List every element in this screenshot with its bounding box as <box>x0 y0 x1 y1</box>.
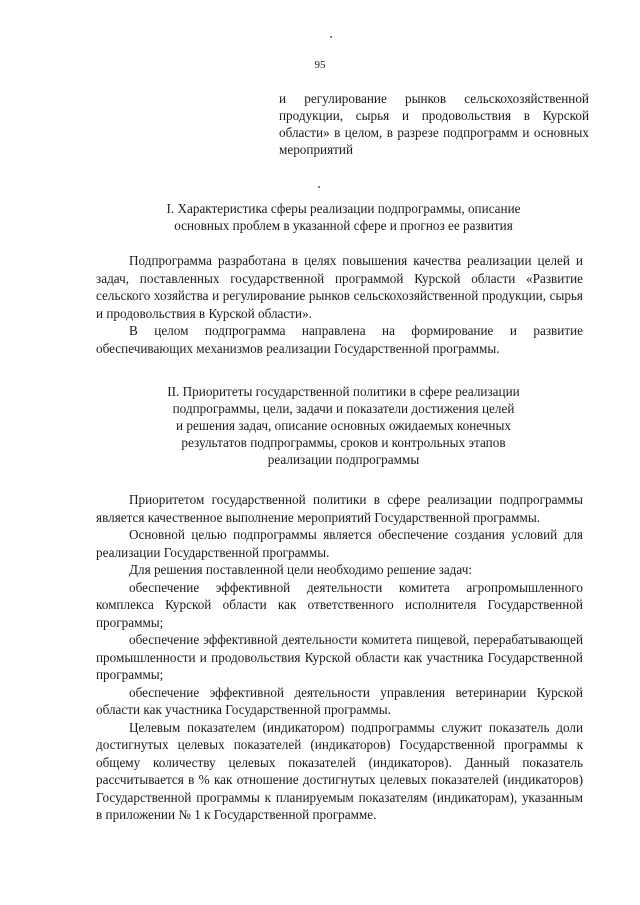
paragraph: обеспечение эффективной деятельности комитета пищевой, перерабатывающей промышленности и продовольствия Курской области как участника Государственной программы; <box>96 632 583 682</box>
heading-line: основных проблем в указанной сфере и прогноз ее развития <box>174 218 513 233</box>
heading-line: и решения задач, описание основных ожидаемых конечных <box>176 418 511 433</box>
scan-speck <box>330 36 332 38</box>
section-2-body <box>96 491 583 824</box>
scan-speck <box>318 186 320 188</box>
paragraph: Для решения поставленной цели необходимо решение задач: <box>129 562 473 577</box>
paragraph: Основной целью подпрограммы является обеспечение создания условий для реализации Государственной программы. <box>96 527 583 560</box>
heading-line: I. Характеристика сферы реализации подпрограммы, описание <box>166 201 521 216</box>
heading-line: подпрограммы, цели, задачи и показатели достижения целей <box>172 401 515 416</box>
page-number: 95 <box>314 59 326 71</box>
paragraph: обеспечение эффективной деятельности комитета агропромышленного комплекса Курской области как ответственного исполнителя Государственной программы; <box>96 579 583 630</box>
paragraph: Приоритетом государственной политики в сфере реализации подпрограммы является качественное выполнение мероприятий Государственной программы. <box>96 492 583 525</box>
header-block <box>279 90 589 158</box>
heading-line: реализации подпрограммы <box>267 452 420 467</box>
paragraph: обеспечение эффективной деятельности управления ветеринарии Курской области как участника Государственной программы. <box>96 684 583 717</box>
heading-line: результатов подпрограммы, сроков и контрольных этапов <box>181 435 506 450</box>
paragraph: В целом подпрограмма направлена на формирование и развитие обеспечивающих механизмов реализации Государственной программы. <box>96 323 583 356</box>
section-2-heading <box>96 383 591 468</box>
section-1-heading <box>96 200 591 234</box>
header-text: и регулирование рынков сельскохозяйственной продукции, сырья и продовольствия в Курской области» в целом, в разрезе подпрограмм и основных мероприятий <box>279 91 589 157</box>
paragraph: Подпрограмма разработана в целях повышения качества реализации целей и задач, поставленных государственной программой Курской области «Развитие сельского хозяйства и регулирование рынков сельскохозяйственной продукции, сырья и продовольствия в Курской области». <box>96 253 583 321</box>
paragraph: Целевым показателем (индикатором) подпрограммы служит показатель доли достигнутых целевых показателей (индикаторов) Государственной программы к общему количеству целевых показателей (индикаторов). Данный показатель рассчитывается в % как отношение достигнутых целевых показателей (индикаторов) Государственной программы к планируемым показателям (индикаторам), указанным в приложении № 1 к Государственной программе. <box>96 719 583 822</box>
section-1-body <box>96 252 583 357</box>
heading-line: II. Приоритеты государственной политики в сфере реализации <box>167 384 520 399</box>
